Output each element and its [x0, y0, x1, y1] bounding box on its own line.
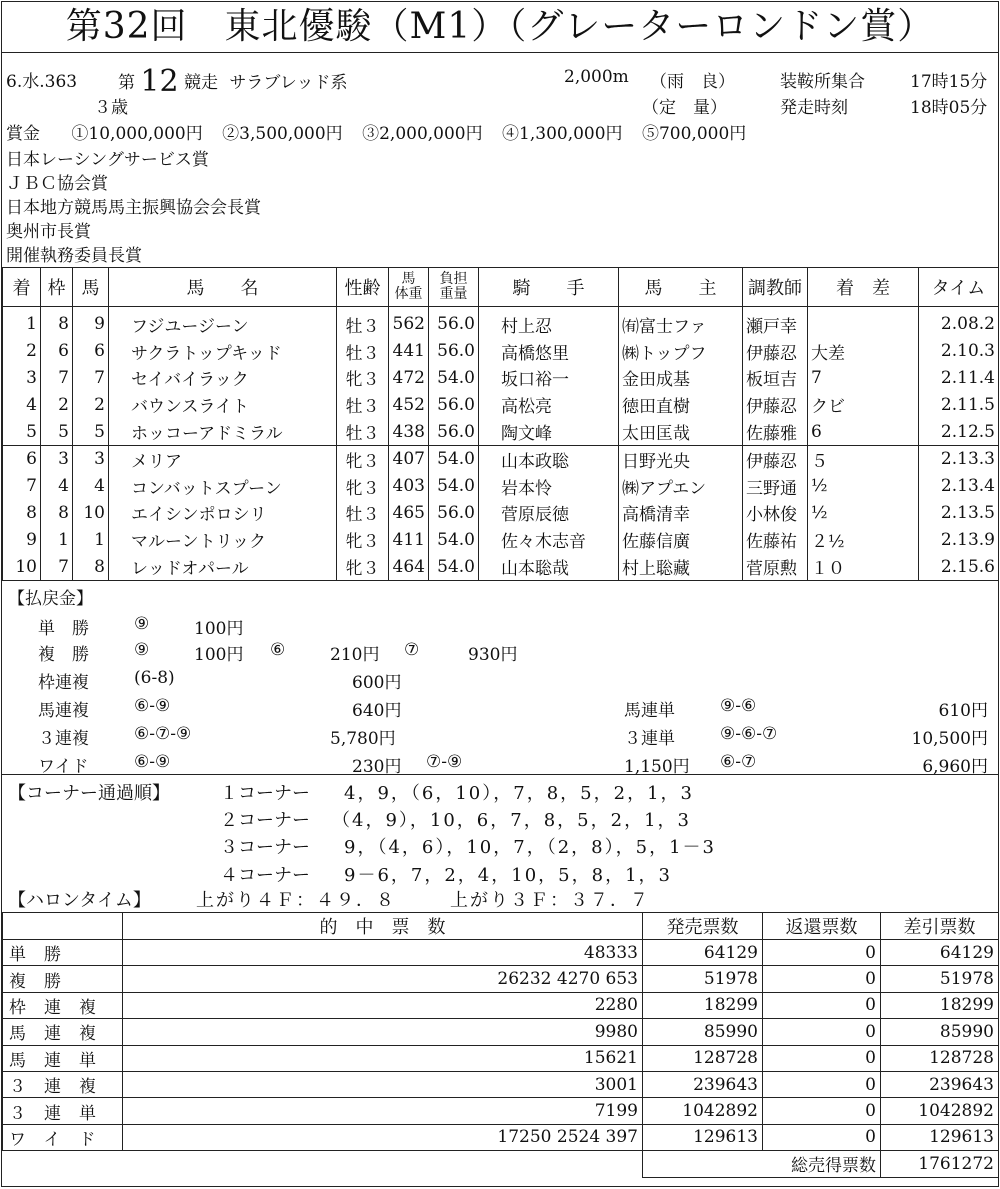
tansho-combo: ⑨ [134, 614, 150, 634]
result-jockey: 高橋悠里 [479, 338, 619, 365]
result-weight: 472 [389, 365, 429, 392]
votes-net: 18299 [881, 992, 999, 1018]
votes-row [3, 1019, 999, 1045]
votes-refund: 0 [763, 1019, 881, 1045]
payout-header: 【払戻金】 [8, 589, 93, 609]
votes-refund: 0 [763, 1124, 881, 1150]
result-name: マルーントリック [109, 526, 337, 553]
result-name: サクラトップキッド [109, 338, 337, 365]
votes-row [3, 966, 999, 992]
votes-row [3, 1098, 999, 1124]
votes-sold: 1042892 [643, 1098, 763, 1124]
votes-hits: 9980 [123, 1019, 643, 1045]
result-sexage: 牡３ [337, 338, 389, 365]
votes-sold: 18299 [643, 992, 763, 1018]
corner-3-order: 9，（4，6），10，7，（2，8），5，1－3 [344, 837, 716, 858]
result-pos: 8 [3, 500, 41, 527]
result-load: 54.0 [429, 526, 479, 553]
votes-net: 128728 [881, 1045, 999, 1071]
col-sexage: 性齢 [337, 268, 389, 307]
post-label: 発走時刻 [780, 98, 848, 118]
result-time: 2.13.3 [919, 445, 999, 472]
votes-type: 枠連複 [3, 992, 123, 1018]
result-waku: 3 [41, 445, 73, 472]
wide-amount-3: 6,960円 [922, 757, 988, 777]
votes-type: ３連複 [3, 1071, 123, 1097]
result-name: バウンスライト [109, 391, 337, 418]
assembly-label: 装鞍所集合 [780, 72, 865, 92]
votes-type: 複勝 [3, 966, 123, 992]
corner-1-label: １コーナー [220, 783, 310, 804]
votes-refund: 0 [763, 1071, 881, 1097]
col-weight: 馬 体重 [389, 268, 429, 307]
result-sexage: 牝３ [337, 365, 389, 392]
breed: サラブレッド系 [229, 73, 348, 93]
votes-type: 馬連単 [3, 1045, 123, 1071]
col-owner: 馬 主 [619, 268, 743, 307]
result-sexage: 牝３ [337, 445, 389, 472]
result-jockey: 陶文峰 [479, 418, 619, 445]
result-sexage: 牝３ [337, 473, 389, 500]
votes-hits: 3001 [123, 1071, 643, 1097]
result-jockey: 村上忍 [479, 307, 619, 338]
corner-header: 【コーナー通過順】 [8, 783, 170, 804]
umatan-amount: 610円 [938, 701, 988, 721]
corner-4-order: 9－6，7，2，4，10，5，8，1，3 [344, 865, 672, 886]
votes-row [3, 1124, 999, 1150]
result-margin: ５ [808, 445, 919, 472]
result-num: 1 [73, 526, 109, 553]
votes-refund: 0 [763, 940, 881, 966]
result-row [3, 473, 999, 500]
result-pos: 3 [3, 365, 41, 392]
col-num: 馬 [73, 268, 109, 307]
sanrentan-amount: 10,500円 [911, 729, 988, 749]
result-weight: 403 [389, 473, 429, 500]
result-time: 2.10.3 [919, 338, 999, 365]
prize-3: ③2,000,000円 [362, 124, 483, 144]
result-time: 2.08.2 [919, 307, 999, 338]
results-header-row [3, 268, 999, 307]
votes-net: 239643 [881, 1071, 999, 1097]
umaren-combo: ⑥-⑨ [134, 696, 171, 716]
votes-col-net: 差引票数 [881, 913, 999, 940]
result-jockey: 山本政聡 [479, 445, 619, 472]
col-trainer: 調教師 [743, 268, 808, 307]
result-waku: 8 [41, 307, 73, 338]
votes-total-value: 1761272 [881, 1151, 999, 1177]
corner-2-order: （4，9），10，6，7，8，5，2，1，3 [332, 810, 691, 831]
age: ３歳 [94, 98, 128, 118]
assembly-time: 17時15分 [910, 72, 988, 92]
fukusho-amount-3: 930円 [468, 645, 518, 665]
votes-row [3, 1071, 999, 1097]
result-trainer: 伊藤忍 [743, 338, 808, 365]
course-code: 6.水.363 [6, 72, 78, 92]
col-time: タイム [919, 268, 999, 307]
votes-sold: 64129 [643, 940, 763, 966]
result-weight: 464 [389, 553, 429, 580]
umatan-label: 馬連単 [624, 701, 675, 721]
result-trainer: 菅原勲 [743, 553, 808, 580]
result-pos: 4 [3, 391, 41, 418]
result-waku: 5 [41, 418, 73, 445]
result-num: 3 [73, 445, 109, 472]
col-pos: 着 [3, 268, 41, 307]
wakuren-combo: (6-8) [134, 668, 175, 688]
race-number: 12 [140, 64, 179, 99]
result-row [3, 391, 999, 418]
result-pos: 9 [3, 526, 41, 553]
result-waku: 4 [41, 473, 73, 500]
result-row [3, 338, 999, 365]
post-time: 18時05分 [910, 98, 988, 118]
votes-hits: 7199 [123, 1098, 643, 1124]
votes-total-row [3, 1151, 999, 1177]
votes-total-label: 総売得票数 [643, 1151, 881, 1177]
weight-rule: （定 量） [642, 98, 727, 118]
votes-sold: 51978 [643, 966, 763, 992]
result-sexage: 牡３ [337, 418, 389, 445]
result-time: 2.11.4 [919, 365, 999, 392]
umatan-combo: ⑨-⑥ [720, 696, 757, 716]
result-pos: 10 [3, 553, 41, 580]
corner-2-label: ２コーナー [220, 810, 310, 831]
result-trainer: 板垣吉 [743, 365, 808, 392]
col-waku: 枠 [41, 268, 73, 307]
result-margin: ½ [808, 500, 919, 527]
votes-net: 1042892 [881, 1098, 999, 1124]
result-row [3, 500, 999, 527]
wide-combo-2: ⑦-⑨ [426, 752, 463, 772]
result-name: ホッコーアドミラル [109, 418, 337, 445]
fukusho-amount-2: 210円 [330, 645, 380, 665]
result-time: 2.11.5 [919, 391, 999, 418]
result-row [3, 307, 999, 338]
result-margin: 6 [808, 418, 919, 445]
tansho-amount: 100円 [194, 619, 244, 639]
race-title: 第32回 東北優駿（M1）（グレーターロンドン賞） [2, 2, 998, 53]
result-time: 2.13.9 [919, 526, 999, 553]
result-load: 56.0 [429, 391, 479, 418]
result-num: 9 [73, 307, 109, 338]
wide-amount-1: 230円 [352, 757, 402, 777]
award-1: 日本レーシングサービス賞 [6, 150, 209, 170]
result-num: 8 [73, 553, 109, 580]
result-jockey: 菅原辰徳 [479, 500, 619, 527]
umaren-label: 馬連複 [38, 701, 89, 721]
result-trainer: 伊藤忍 [743, 391, 808, 418]
votes-type: ワイド [3, 1124, 123, 1150]
votes-type: 単勝 [3, 940, 123, 966]
result-time: 2.12.5 [919, 418, 999, 445]
fukusho-combo-2: ⑥ [270, 640, 286, 660]
result-owner: 金田成基 [619, 365, 743, 392]
result-num: 2 [73, 391, 109, 418]
col-margin: 着 差 [808, 268, 919, 307]
result-num: 4 [73, 473, 109, 500]
result-margin [808, 307, 919, 338]
votes-sold: 129613 [643, 1124, 763, 1150]
prize-4: ④1,300,000円 [502, 124, 623, 144]
votes-col-refund: 返還票数 [763, 913, 881, 940]
distance: 2,000m [564, 67, 629, 87]
result-load: 56.0 [429, 500, 479, 527]
tansho-label: 単 勝 [38, 619, 89, 639]
result-name: レッドオパール [109, 553, 337, 580]
award-3: 日本地方競馬馬主振興協会会長賞 [6, 198, 261, 218]
result-load: 54.0 [429, 445, 479, 472]
result-waku: 6 [41, 338, 73, 365]
votes-row [3, 992, 999, 1018]
result-name: コンバットスプーン [109, 473, 337, 500]
prize-2: ②3,500,000円 [222, 124, 343, 144]
result-margin: クビ [808, 391, 919, 418]
sanrenpuku-label: ３連複 [38, 729, 89, 749]
result-waku: 7 [41, 365, 73, 392]
result-row [3, 365, 999, 392]
result-load: 54.0 [429, 473, 479, 500]
results-table [2, 267, 999, 581]
result-pos: 1 [3, 307, 41, 338]
result-waku: 1 [41, 526, 73, 553]
result-weight: 438 [389, 418, 429, 445]
votes-net: 85990 [881, 1019, 999, 1045]
award-5: 開催執務委員長賞 [6, 246, 142, 266]
result-trainer: 佐藤祐 [743, 526, 808, 553]
votes-refund: 0 [763, 966, 881, 992]
votes-col-type [3, 913, 123, 940]
result-owner: 徳田直樹 [619, 391, 743, 418]
result-sexage: 牡３ [337, 500, 389, 527]
votes-net: 129613 [881, 1124, 999, 1150]
halon-header: 【ハロンタイム】 [8, 890, 151, 911]
sanrenpuku-amount: 5,780円 [330, 729, 396, 749]
result-waku: 2 [41, 391, 73, 418]
votes-hits: 15621 [123, 1045, 643, 1071]
result-name: エイシンポロシリ [109, 500, 337, 527]
result-owner: ㈲富士ファ [619, 307, 743, 338]
result-sheet [1, 1, 999, 1187]
result-trainer: 佐藤雅 [743, 418, 808, 445]
sanrenpuku-combo: ⑥-⑦-⑨ [134, 724, 192, 744]
result-weight: 411 [389, 526, 429, 553]
wide-amount-2: 1,150円 [624, 757, 690, 777]
result-pos: 5 [3, 418, 41, 445]
votes-net: 51978 [881, 966, 999, 992]
result-margin: ½ [808, 473, 919, 500]
wide-combo-1: ⑥-⑨ [134, 752, 171, 772]
result-sexage: 牡３ [337, 391, 389, 418]
votes-refund: 0 [763, 1045, 881, 1071]
result-num: 6 [73, 338, 109, 365]
votes-hits: 2280 [123, 992, 643, 1018]
col-jockey: 騎 手 [479, 268, 619, 307]
votes-hits: 17250 2524 397 [123, 1124, 643, 1150]
fukusho-amount-1: 100円 [194, 645, 244, 665]
corner-3-label: ３コーナー [220, 837, 310, 858]
result-margin: 大差 [808, 338, 919, 365]
result-pos: 6 [3, 445, 41, 472]
votes-type: ３連単 [3, 1098, 123, 1124]
fukusho-combo-1: ⑨ [134, 640, 150, 660]
result-load: 56.0 [429, 418, 479, 445]
result-row [3, 553, 999, 580]
result-jockey: 岩本怜 [479, 473, 619, 500]
result-margin: 7 [808, 365, 919, 392]
fukusho-label: 複 勝 [38, 645, 89, 665]
wide-combo-3: ⑥-⑦ [720, 752, 757, 772]
result-name: セイバイラック [109, 365, 337, 392]
result-owner: ㈱アプエン [619, 473, 743, 500]
corner-1-order: 4，9，（6，10），7，8，5，2，1，3 [344, 783, 694, 804]
result-owner: ㈱トップフ [619, 338, 743, 365]
votes-table [2, 912, 999, 1178]
result-waku: 8 [41, 500, 73, 527]
award-2: ＪＢＣ協会賞 [6, 174, 108, 194]
result-trainer: 三野通 [743, 473, 808, 500]
result-sexage: 牝３ [337, 553, 389, 580]
result-time: 2.13.5 [919, 500, 999, 527]
result-jockey: 坂口裕一 [479, 365, 619, 392]
result-row [3, 418, 999, 445]
halon-3f: 上がり３Ｆ：３７．７ [450, 890, 650, 911]
result-sexage: 牡３ [337, 307, 389, 338]
prize-1: ①10,000,000円 [71, 124, 203, 144]
result-pos: 2 [3, 338, 41, 365]
payout-section [2, 582, 998, 777]
result-load: 54.0 [429, 553, 479, 580]
result-pos: 7 [3, 473, 41, 500]
result-trainer: 伊藤忍 [743, 445, 808, 472]
race-prefix: 第 [118, 73, 135, 93]
sanrentan-combo: ⑨-⑥-⑦ [720, 724, 778, 744]
result-load: 56.0 [429, 338, 479, 365]
result-owner: 高橋清幸 [619, 500, 743, 527]
wakuren-amount: 600円 [352, 673, 402, 693]
votes-refund: 0 [763, 1098, 881, 1124]
result-time: 2.13.4 [919, 473, 999, 500]
result-jockey: 高松亮 [479, 391, 619, 418]
result-trainer: 瀬戸幸 [743, 307, 808, 338]
col-name: 馬 名 [109, 268, 337, 307]
result-margin: １０ [808, 553, 919, 580]
votes-sold: 85990 [643, 1019, 763, 1045]
result-sexage: 牝３ [337, 526, 389, 553]
corner-4-label: ４コーナー [220, 865, 310, 886]
votes-sold: 128728 [643, 1045, 763, 1071]
sanrentan-label: ３連単 [624, 729, 675, 749]
result-owner: 佐藤信廣 [619, 526, 743, 553]
votes-row [3, 940, 999, 966]
award-4: 奥州市長賞 [6, 222, 91, 242]
result-weight: 562 [389, 307, 429, 338]
fukusho-combo-3: ⑦ [404, 640, 420, 660]
result-row [3, 445, 999, 472]
result-name: メリア [109, 445, 337, 472]
prize-line [6, 119, 746, 144]
votes-type: 馬連複 [3, 1019, 123, 1045]
result-owner: 太田匡哉 [619, 418, 743, 445]
col-load: 負担 重量 [429, 268, 479, 307]
result-owner: 日野光央 [619, 445, 743, 472]
race-suffix: 競走 [184, 73, 218, 93]
result-num: 10 [73, 500, 109, 527]
result-weight: 452 [389, 391, 429, 418]
votes-col-hits: 的 中 票 数 [123, 913, 643, 940]
result-time: 2.15.6 [919, 553, 999, 580]
votes-net: 64129 [881, 940, 999, 966]
divider [2, 774, 998, 775]
votes-row [3, 1045, 999, 1071]
result-num: 5 [73, 418, 109, 445]
race-info [2, 53, 998, 268]
wakuren-label: 枠連複 [38, 673, 89, 693]
result-jockey: 佐々木志音 [479, 526, 619, 553]
result-row [3, 526, 999, 553]
result-trainer: 小林俊 [743, 500, 808, 527]
prize-label: 賞金 [6, 124, 40, 144]
result-num: 7 [73, 365, 109, 392]
votes-header-row [3, 913, 999, 940]
result-waku: 7 [41, 553, 73, 580]
result-weight: 407 [389, 445, 429, 472]
votes-hits: 26232 4270 653 [123, 966, 643, 992]
result-margin: ２½ [808, 526, 919, 553]
votes-refund: 0 [763, 992, 881, 1018]
result-jockey: 山本聡哉 [479, 553, 619, 580]
votes-hits: 48333 [123, 940, 643, 966]
umaren-amount: 640円 [352, 701, 402, 721]
wide-label: ワイド [38, 757, 89, 777]
race-number-line [118, 61, 348, 99]
result-load: 54.0 [429, 365, 479, 392]
votes-col-sold: 発売票数 [643, 913, 763, 940]
weather: （雨 良） [650, 72, 735, 92]
result-owner: 村上聡藏 [619, 553, 743, 580]
votes-sold: 239643 [643, 1071, 763, 1097]
result-weight: 441 [389, 338, 429, 365]
result-name: フジユージーン [109, 307, 337, 338]
halon-4f: 上がり４Ｆ：４９．８ [196, 890, 396, 911]
result-weight: 465 [389, 500, 429, 527]
result-load: 56.0 [429, 307, 479, 338]
prize-5: ⑤700,000円 [641, 124, 747, 144]
